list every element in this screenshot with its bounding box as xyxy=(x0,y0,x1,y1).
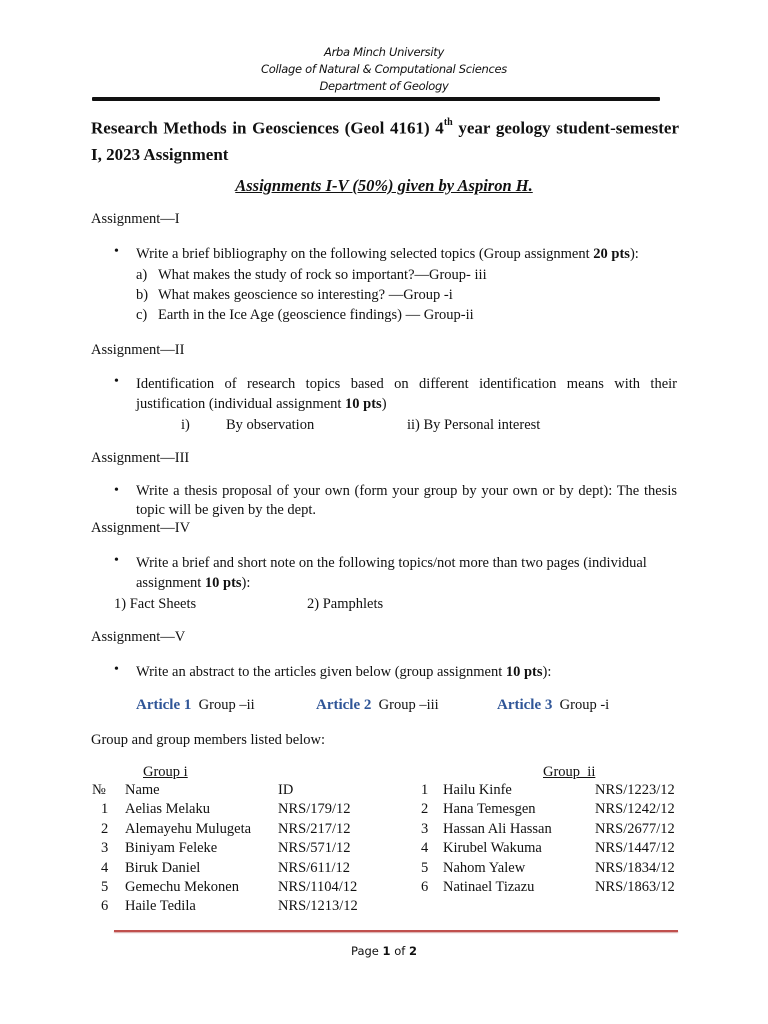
assignment-2-instruction xyxy=(136,374,677,414)
title-part2: year geology student-semester I, 2023 Assignment xyxy=(91,118,679,164)
document-title xyxy=(91,112,679,168)
a2-text-end: ) xyxy=(381,396,387,412)
a4-points: 10 pts xyxy=(204,575,242,591)
a5-text: Write an abstract to the articles given below (group assignment xyxy=(136,664,506,680)
a4-instruction-line2 xyxy=(136,573,250,593)
member-id: NRS/1242/12 xyxy=(595,801,675,818)
table-row xyxy=(92,879,358,898)
member-name: Hailu Kinfe xyxy=(443,782,512,798)
assignment-4-heading: Assignment—IV xyxy=(91,520,191,536)
table-row xyxy=(92,801,358,820)
a1-item-a-marker: a) xyxy=(136,267,148,283)
col-id-header: ID xyxy=(278,782,294,798)
table-row xyxy=(92,860,358,879)
table-row xyxy=(419,821,675,840)
groups-intro: Group and group members listed below: xyxy=(91,732,325,748)
table-row xyxy=(92,821,358,840)
a5-points: 10 pts xyxy=(505,664,543,680)
title-superscript: th xyxy=(443,117,453,128)
member-no: 4 xyxy=(421,840,429,857)
bullet-icon: • xyxy=(114,553,119,568)
assignments-subtitle: Assignments I-V (50%) given by Aspiron H. xyxy=(235,176,533,195)
a1-item-c: Earth in the Ice Age (geoscience findings) — Group-ii xyxy=(158,307,474,323)
article-3-group: Group -i xyxy=(559,697,610,713)
a4-text: assignment xyxy=(136,575,205,591)
table-row xyxy=(419,840,675,859)
table-row xyxy=(419,879,675,898)
article-1 xyxy=(136,695,255,715)
page-number xyxy=(0,944,768,958)
member-no: 2 xyxy=(101,820,109,837)
member-name: Nahom Yalew xyxy=(443,859,526,876)
a1-item-c-marker: c) xyxy=(136,307,148,323)
article-3 xyxy=(497,695,609,715)
member-no: 2 xyxy=(421,801,429,818)
article-2-group: Group –iii xyxy=(378,697,439,713)
group-ii-table xyxy=(419,782,675,898)
a2-points: 10 pts xyxy=(345,396,382,412)
a1-text-end: ): xyxy=(629,246,639,262)
a1-item-a: What makes the study of rock so important?—Group- iii xyxy=(158,267,487,283)
member-no: 5 xyxy=(421,859,429,876)
total-pages: 2 xyxy=(408,944,417,958)
bullet-icon: • xyxy=(114,244,119,259)
table-header-row xyxy=(92,782,358,801)
member-name: Aelias Melaku xyxy=(125,801,210,818)
member-name: Alemayehu Mulugeta xyxy=(125,820,252,837)
assignment-1-heading: Assignment—I xyxy=(91,211,180,227)
a2-text: Identification of research topics based on different identification means with their justification (individual assignment xyxy=(136,376,677,412)
member-name: Kirubel Wakuma xyxy=(443,840,542,857)
member-id: NRS/1863/12 xyxy=(595,878,675,895)
member-id: NRS/217/12 xyxy=(278,820,351,837)
header-divider xyxy=(92,97,660,101)
a1-item-b-marker: b) xyxy=(136,287,149,303)
member-name: Haile Tedila xyxy=(125,898,196,915)
member-no: 3 xyxy=(101,840,109,857)
member-name: Biniyam Feleke xyxy=(125,840,218,857)
table-row xyxy=(419,782,675,801)
table-row xyxy=(92,898,358,917)
assignment-5-instruction xyxy=(136,662,551,682)
a2-option-2: ii) By Personal interest xyxy=(407,417,541,433)
department-name: Department of Geology xyxy=(319,79,449,93)
member-name: Hana Temesgen xyxy=(443,801,536,818)
university-name: Arba Minch University xyxy=(324,45,444,59)
group-i-table xyxy=(92,782,358,918)
a5-text-end: ): xyxy=(542,664,552,680)
a2-option-1: By observation xyxy=(226,417,315,433)
member-no: 1 xyxy=(421,782,429,798)
member-id: NRS/1834/12 xyxy=(595,859,675,876)
table-row xyxy=(92,840,358,859)
member-id: NRS/1104/12 xyxy=(278,878,358,895)
member-no: 4 xyxy=(101,859,109,876)
a4-instruction-line1: Write a brief and short note on the following topics/not more than two pages (individual xyxy=(136,555,647,571)
article-1-link[interactable]: Article 1 xyxy=(136,697,192,713)
assignment-1-instruction xyxy=(136,244,681,264)
member-id: NRS/1447/12 xyxy=(595,840,675,857)
col-no-header: № xyxy=(92,782,106,798)
member-id: NRS/611/12 xyxy=(278,859,350,876)
a1-text: Write a brief bibliography on the following selected topics (Group assignment xyxy=(136,246,594,262)
member-name: Gemechu Mekonen xyxy=(125,878,239,895)
assignment-2-heading: Assignment—II xyxy=(91,342,185,358)
current-page: 1 xyxy=(382,944,391,958)
title-part1: Research Methods in Geosciences (Geol 4161) 4 xyxy=(91,118,444,138)
member-id: NRS/571/12 xyxy=(278,840,351,857)
a4-option-1: 1) Fact Sheets xyxy=(114,596,197,612)
college-name: Collage of Natural & Computational Sciences xyxy=(261,62,507,76)
group-ii-title: Group ii xyxy=(543,764,596,780)
bullet-icon: • xyxy=(114,662,119,677)
a2-option-1-marker: i) xyxy=(181,417,190,433)
member-no: 6 xyxy=(101,898,109,915)
col-name-header: Name xyxy=(125,782,160,798)
article-1-group: Group –ii xyxy=(198,697,255,713)
footer-divider xyxy=(114,930,678,932)
member-id: NRS/1223/12 xyxy=(595,782,675,798)
a4-text-end: ): xyxy=(241,575,251,591)
member-id: NRS/2677/12 xyxy=(595,820,675,837)
bullet-icon: • xyxy=(114,374,119,389)
assignment-3-heading: Assignment—III xyxy=(91,450,190,466)
member-no: 1 xyxy=(101,801,109,818)
page-label: Page xyxy=(351,944,383,958)
member-name: Hassan Ali Hassan xyxy=(443,820,552,837)
table-row xyxy=(419,801,675,820)
group-i-title: Group i xyxy=(143,764,188,780)
member-no: 5 xyxy=(101,878,109,895)
member-no: 6 xyxy=(421,878,429,895)
bullet-icon: • xyxy=(114,483,119,498)
article-2-link[interactable]: Article 2 xyxy=(316,697,372,713)
article-2 xyxy=(316,695,439,715)
member-no: 3 xyxy=(421,820,429,837)
member-id: NRS/1213/12 xyxy=(278,898,358,915)
a1-points: 20 pts xyxy=(593,246,630,262)
page-of: of xyxy=(390,944,409,958)
a1-item-b: What makes geoscience so interesting? —Group -i xyxy=(158,287,453,303)
assignment-5-heading: Assignment—V xyxy=(91,629,186,645)
a4-option-2: 2) Pamphlets xyxy=(307,596,384,612)
member-name: Biruk Daniel xyxy=(125,859,201,876)
member-id: NRS/179/12 xyxy=(278,801,351,818)
article-3-link[interactable]: Article 3 xyxy=(497,697,553,713)
assignment-3-instruction: Write a thesis proposal of your own (form your group by your own or by dept): The thesis topic will be given by the dept. xyxy=(136,483,677,518)
table-row xyxy=(419,860,675,879)
member-name: Natinael Tizazu xyxy=(443,878,535,895)
